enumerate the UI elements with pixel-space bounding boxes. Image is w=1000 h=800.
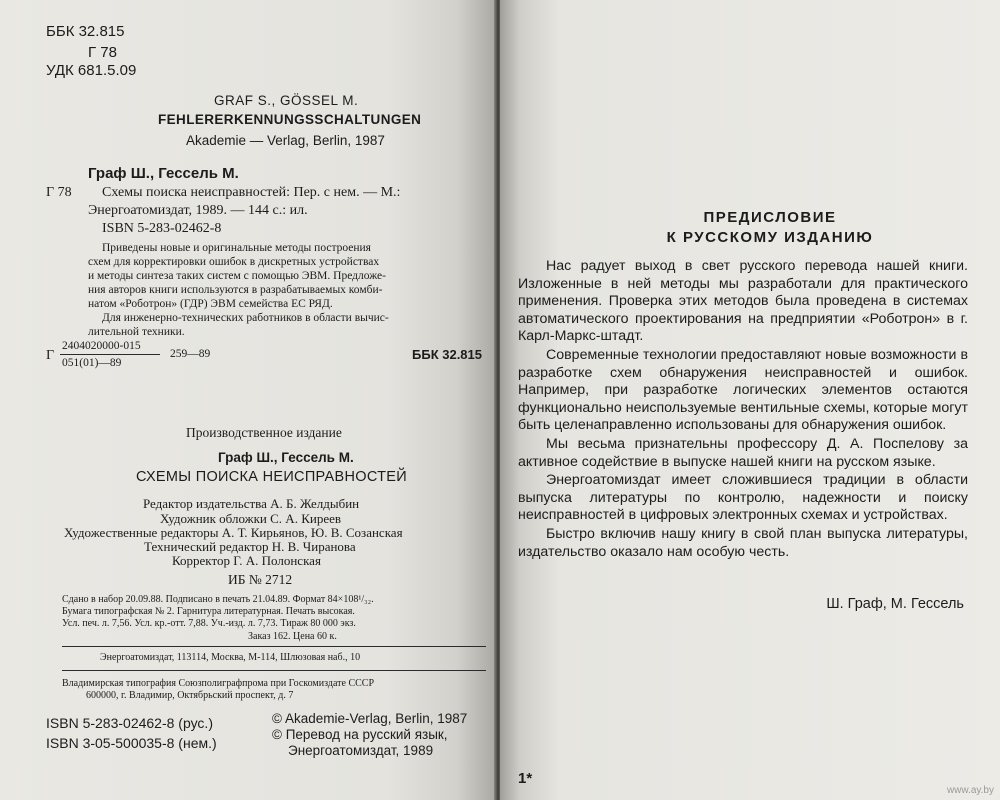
imprint-authors: Граф Ш., Гессель М.: [218, 450, 354, 465]
card-title-line: Схемы поиска неисправностей: Пер. с нем. — М.:: [102, 185, 401, 200]
preface-paragraph: Мы весьма признательны профессору Д. А. Поспелову за активное содействие в выпуске нашей книги на русском языке.: [518, 435, 968, 470]
card-authors: Граф Ш., Гессель М.: [88, 165, 239, 182]
preface-subtitle: К РУССКОМУ ИЗДАНИЮ: [666, 229, 874, 246]
signature-mark: 1*: [518, 770, 533, 787]
print-line: Сдано в набор 20.09.88. Подписано в печать 21.04.89. Формат 84×108¹/₃₂.: [62, 594, 374, 605]
preface-paragraph: Современные технологии предоставляют новые возможности в разработке схем обнаружения неисправностей и ошибок. Например, при разработке логических элементов остаются функционально неиспользуемые вентильные схемы, которые могут быть целенаправленно использованы для обнаружения ошибок.: [518, 346, 968, 434]
g-code: Г 78: [88, 44, 117, 61]
copyright-line: © Akademie-Verlag, Berlin, 1987: [272, 711, 468, 726]
abstract-line: и методы синтеза таких систем с помощью ЭВМ. Предложе-: [88, 270, 386, 282]
preface-paragraph: Энергоатомиздат имеет сложившиеся традиции в области выпуска литературы по контролю, надежности и поиску неисправностей в цифровых электронных схемах и устройствах.: [518, 472, 968, 524]
index-bottom: 051(01)—89: [62, 357, 122, 369]
print-line: Заказ 162. Цена 60 к.: [248, 631, 337, 642]
credit-line: Корректор Г. А. Полонская: [172, 553, 321, 568]
watermark: www.ay.by: [946, 785, 994, 796]
preface-paragraph: Быстро включив нашу книгу в свой план выпуска литературы, издательство оказало нам особую честь.: [518, 525, 968, 560]
abstract-line: натом «Роботрон» (ГДР) ЭВМ семейства ЕС РЯД.: [88, 298, 333, 310]
index-fraction-line: [60, 354, 160, 355]
original-publisher: Akademie — Verlag, Berlin, 1987: [186, 133, 385, 148]
abstract-line: схем для корректировки ошибок в дискретных устройствах: [88, 256, 380, 268]
isbn-ru: ISBN 5-283-02462-8 (рус.): [46, 715, 213, 731]
printer-line: Владимирская типография Союзполиграфпрома при Госкомиздате СССР: [62, 678, 375, 689]
print-line: Бумага типографская № 2. Гарнитура литературная. Печать высокая.: [62, 606, 355, 617]
preface-body: [518, 258, 968, 562]
ib-number: ИБ № 2712: [228, 572, 293, 587]
preface-signature: Ш. Граф, М. Гессель: [826, 596, 964, 612]
isbn-de: ISBN 3-05-500035-8 (нем.): [46, 735, 217, 751]
credit-line: Технический редактор Н. В. Чиранова: [144, 539, 356, 554]
right-page: [500, 0, 1000, 800]
abstract-line: Приведены новые и оригинальные методы построения: [102, 242, 371, 254]
credit-line: Редактор издательства А. Б. Желдыбин: [143, 496, 360, 511]
copyright-line: Энергоатомиздат, 1989: [288, 743, 434, 758]
preface-title: ПРЕДИСЛОВИЕ: [703, 209, 837, 226]
index-g: Г: [46, 348, 55, 363]
imprint-rule-bottom: [62, 670, 486, 671]
bbk-code: ББК 32.815: [46, 23, 125, 40]
edition-type: Производственное издание: [186, 425, 342, 440]
card-code: Г 78: [46, 185, 72, 200]
credit-line: Художник обложки С. А. Киреев: [160, 511, 342, 526]
imprint-rule-top: [62, 646, 486, 647]
card-isbn: ISBN 5-283-02462-8: [102, 221, 222, 236]
card-publisher-line: Энергоатомиздат, 1989. — 144 с.: ил.: [88, 203, 308, 218]
udk-code: УДК 681.5.09: [46, 62, 137, 79]
card-bbk: ББК 32.815: [412, 347, 482, 362]
abstract-line: ния авторов книги используются в разрабатываемых комби-: [88, 284, 383, 296]
original-title: FEHLERERKENNUNGSSCHALTUNGEN: [158, 112, 422, 127]
abstract-line: Для инженерно-технических работников в области вычис-: [102, 312, 389, 324]
original-authors: GRAF S., GÖSSEL M.: [214, 93, 359, 108]
left-page: [0, 0, 496, 800]
preface-paragraph: Нас радует выход в свет русского перевода нашей книги. Изложенные в ней методы мы разработали для практического применения. Проверка этих методов была проведена в системах автоматического проектирования на предприятии «Роботрон» в г. Карл-Маркс-штадт.: [518, 258, 968, 345]
publisher-address: Энергоатомиздат, 113114, Москва, М-114, Шлюзовая наб., 10: [100, 652, 361, 663]
imprint-title: СХЕМЫ ПОИСКА НЕИСПРАВНОСТЕЙ: [136, 469, 407, 485]
index-top: 2404020000-015: [62, 340, 141, 352]
print-line: Усл. печ. л. 7,56. Усл. кр.-отт. 7,88. Уч.-изд. л. 7,73. Тираж 80 000 экз.: [62, 618, 356, 629]
credit-line: Художественные редакторы А. Т. Кирьянов, Ю. В. Созанская: [64, 525, 403, 540]
printer-line: 600000, г. Владимир, Октябрьский проспект, д. 7: [86, 690, 294, 701]
copyright-line: © Перевод на русский язык,: [272, 727, 448, 742]
abstract-line: лительной техники.: [88, 326, 185, 338]
index-suffix: 259—89: [170, 348, 211, 360]
